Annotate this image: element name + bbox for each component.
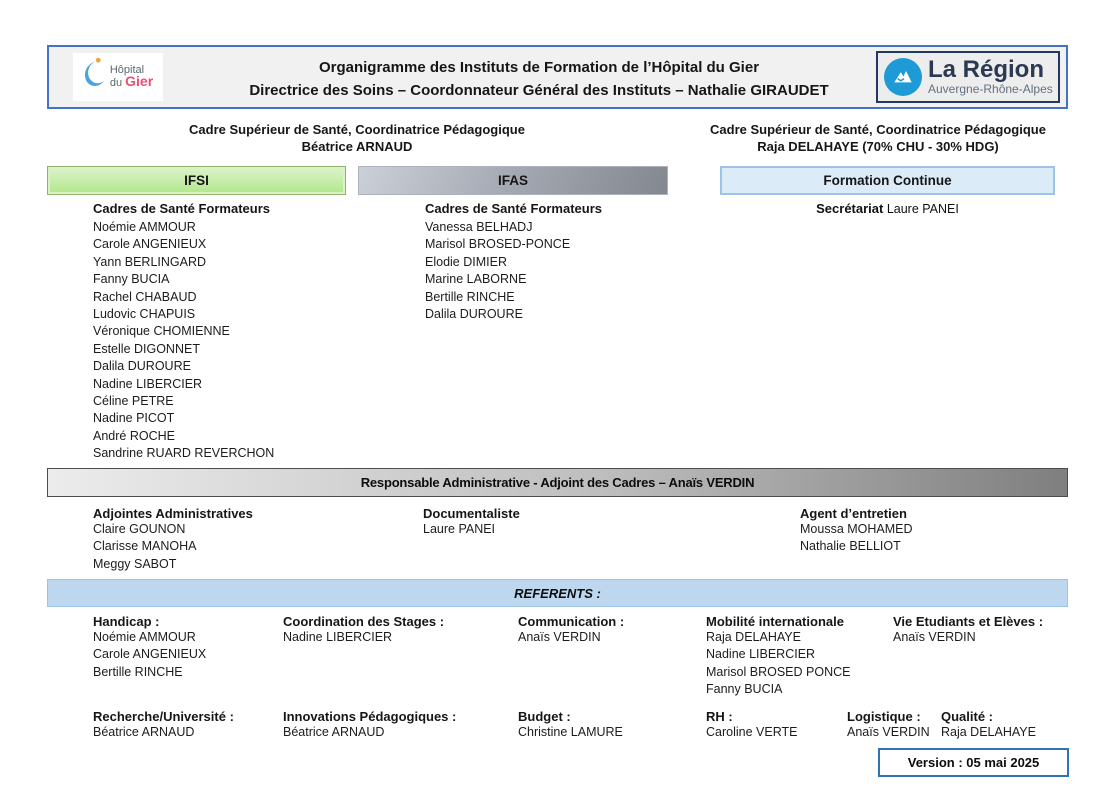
adjointes-members-list xyxy=(93,521,253,573)
person-name: Dalila DUROURE xyxy=(93,359,191,374)
person-name: Raja DELAHAYE xyxy=(706,630,801,644)
person-name: Bertille RINCHE xyxy=(93,664,183,679)
person-name: André ROCHE xyxy=(93,428,175,443)
person-name: Bertille RINCHE xyxy=(425,289,515,304)
person-name: Nadine LIBERCIER xyxy=(283,630,393,644)
secretariat-name: Laure PANEI xyxy=(883,202,959,216)
person-name: Clarisse MANOHA xyxy=(93,539,197,554)
version-box: Version : 05 mai 2025 xyxy=(878,748,1069,777)
referent-innovations-pedagogiques xyxy=(283,709,456,741)
person-name: Anaïs VERDIN xyxy=(893,630,976,644)
person-name: Vanessa BELHADJ xyxy=(425,220,533,234)
referent-logistique xyxy=(847,709,930,741)
referent-members-list xyxy=(847,724,930,741)
hopital-du-gier-logo xyxy=(73,53,163,101)
referent-title: Budget : xyxy=(518,709,571,724)
documentaliste-members-list xyxy=(423,521,520,538)
person-name: Meggy SABOT xyxy=(93,556,177,571)
person-name: Fanny BUCIA xyxy=(93,272,170,287)
coordinator-right xyxy=(690,121,1066,155)
person-name: Anaïs VERDIN xyxy=(518,630,601,644)
responsable-administrative-bar: Responsable Administrative - Adjoint des Cadres – Anaïs VERDIN xyxy=(47,468,1068,497)
adjointes-title: Adjointes Administratives xyxy=(93,506,253,521)
hospital-name-accent: Gier xyxy=(125,73,154,89)
coordinator-right-title: Cadre Supérieur de Santé, Coordinatrice Pédagogique xyxy=(710,122,1046,137)
referent-budget xyxy=(518,709,623,741)
entretien-title: Agent d’entretien xyxy=(800,506,907,521)
referent-title: Qualité : xyxy=(941,709,994,724)
documentaliste-title: Documentaliste xyxy=(423,506,520,521)
referent-vie-etudiants xyxy=(893,614,1043,646)
referent-communication xyxy=(518,614,624,646)
region-logo-text xyxy=(928,58,1053,96)
region-title: La Région xyxy=(928,56,1045,83)
person-name: Marine LABORNE xyxy=(425,272,527,287)
coordinator-left xyxy=(47,121,667,155)
ifas-members-list xyxy=(425,219,570,323)
person-name: Rachel CHABAUD xyxy=(93,289,197,304)
person-name: Yann BERLINGARD xyxy=(93,254,207,269)
hospital-name-top: Hôpital xyxy=(109,64,145,76)
page-title-line1: Organigramme des Instituts de Formation de l’Hôpital du Gier xyxy=(318,59,760,76)
region-mountain-icon xyxy=(884,58,922,96)
referent-title: Mobilité internationale xyxy=(706,614,844,629)
secretariat-label: Secrétariat xyxy=(816,201,884,216)
referent-members-list xyxy=(518,629,624,646)
documentaliste-group xyxy=(423,506,520,538)
person-name: Nadine LIBERCIER xyxy=(706,647,816,662)
referent-qualite xyxy=(941,709,1036,741)
person-name: Marisol BROSED PONCE xyxy=(706,664,851,679)
referent-members-list xyxy=(893,629,1043,646)
referent-rh xyxy=(706,709,797,741)
person-name: Nathalie BELLIOT xyxy=(800,539,901,554)
person-name: Carole ANGENIEUX xyxy=(93,647,207,662)
adjointes-group xyxy=(93,506,253,573)
coordinator-left-name: Béatrice ARNAUD xyxy=(301,139,413,154)
entretien-group xyxy=(800,506,913,556)
person-name: Marisol BROSED-PONCE xyxy=(425,237,571,252)
referent-members-list xyxy=(93,629,206,681)
page-title-line2: Directrice des Soins – Coordonnateur Général des Instituts – Nathalie GIRAUDET xyxy=(249,82,829,99)
referent-members-list xyxy=(283,629,444,646)
region-subtitle: Auvergne-Rhône-Alpes xyxy=(928,82,1053,96)
referent-title: Vie Etudiants et Elèves : xyxy=(893,614,1044,629)
formation-continue-box: Formation Continue xyxy=(720,166,1055,195)
person-name: Raja DELAHAYE xyxy=(941,725,1036,739)
page-title xyxy=(169,56,909,102)
person-name: Ludovic CHAPUIS xyxy=(93,307,196,322)
hospital-name-prefix: du xyxy=(109,77,126,89)
referent-title: Innovations Pédagogiques : xyxy=(283,709,457,724)
referent-members-list xyxy=(941,724,1036,741)
person-name: Nadine PICOT xyxy=(93,411,175,426)
person-name: Laure PANEI xyxy=(423,522,496,536)
person-name: Nadine LIBERCIER xyxy=(93,376,203,391)
ifsi-list-title: Cadres de Santé Formateurs xyxy=(93,201,271,216)
referent-coordination-stages xyxy=(283,614,444,646)
referent-recherche-universite xyxy=(93,709,234,741)
person-name: Noémie AMMOUR xyxy=(93,630,196,644)
referent-members-list xyxy=(283,724,456,741)
person-name: Béatrice ARNAUD xyxy=(283,725,385,739)
referent-title: Communication : xyxy=(518,614,625,629)
person-name: Fanny BUCIA xyxy=(706,682,783,697)
entretien-members-list xyxy=(800,521,913,556)
coordinator-left-title: Cadre Supérieur de Santé, Coordinatrice Pédagogique xyxy=(189,122,525,137)
ifsi-members-list xyxy=(93,219,274,463)
person-name: Moussa MOHAMED xyxy=(800,522,913,536)
person-name: Dalila DUROURE xyxy=(425,307,523,322)
referent-title: Coordination des Stages : xyxy=(283,614,445,629)
ifas-list-title: Cadres de Santé Formateurs xyxy=(425,201,603,216)
referent-handicap xyxy=(93,614,206,681)
ifas-box: IFAS xyxy=(358,166,668,195)
header-bar xyxy=(47,45,1068,109)
secretariat-line xyxy=(720,201,1055,216)
referent-members-list xyxy=(518,724,623,741)
person-name: Caroline VERTE xyxy=(706,725,798,739)
referent-title: Recherche/Université : xyxy=(93,709,234,724)
referent-members-list xyxy=(706,724,797,741)
referent-members-list xyxy=(706,629,850,699)
referents-bar: REFERENTS : xyxy=(47,579,1068,607)
person-name: Sandrine RUARD REVERCHON xyxy=(93,446,275,461)
referent-members-list xyxy=(93,724,234,741)
referent-mobilite-internationale xyxy=(706,614,850,699)
person-name: Carole ANGENIEUX xyxy=(93,237,207,252)
hospital-logo-text xyxy=(110,65,153,89)
person-name: Noémie AMMOUR xyxy=(93,220,196,234)
hospital-swoosh-icon xyxy=(83,56,107,99)
person-name: Céline PETRE xyxy=(93,394,174,409)
person-name: Christine LAMURE xyxy=(518,725,623,739)
person-name: Estelle DIGONNET xyxy=(93,341,200,356)
referent-title: Logistique : xyxy=(847,709,921,724)
la-region-logo xyxy=(876,51,1060,103)
person-name: Elodie DIMIER xyxy=(425,254,507,269)
referent-title: RH : xyxy=(706,709,733,724)
ifsi-box: IFSI xyxy=(47,166,346,195)
referent-title: Handicap : xyxy=(93,614,160,629)
coordinator-right-name: Raja DELAHAYE (70% CHU - 30% HDG) xyxy=(757,139,999,154)
person-name: Anaïs VERDIN xyxy=(847,725,930,739)
person-name: Claire GOUNON xyxy=(93,522,186,536)
person-name: Béatrice ARNAUD xyxy=(93,725,195,739)
person-name: Véronique CHOMIENNE xyxy=(93,324,230,339)
